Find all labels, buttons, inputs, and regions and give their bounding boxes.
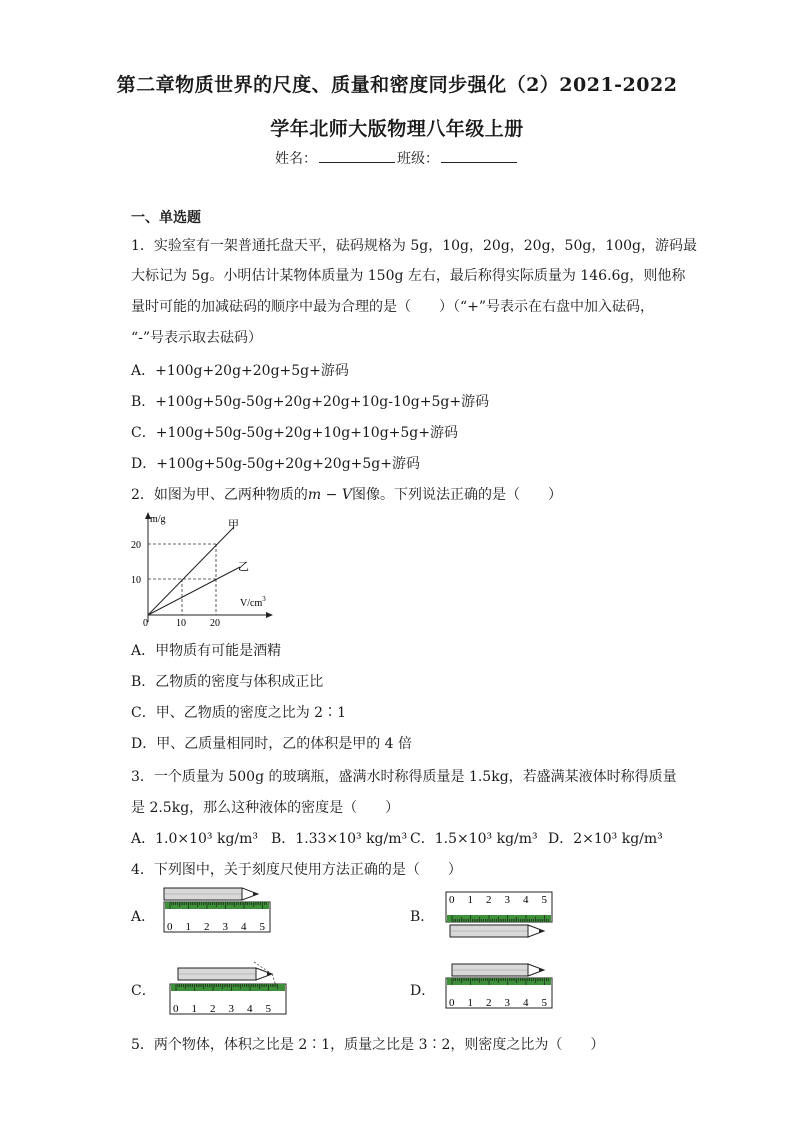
q1-stem-line4: “-”号表示取去砝码） [131, 330, 263, 346]
ruler-figure-a[interactable] [158, 884, 278, 936]
ruler-number: 4 [247, 1003, 253, 1015]
x-axis-label-text: V/cm [240, 598, 263, 609]
ruler-number: 2 [486, 894, 492, 906]
x-axis-label-sup: 3 [262, 595, 266, 603]
x-tick-0: 0 [143, 618, 148, 629]
q3-option-a[interactable]: A．1.0×10³ kg/m³ [131, 831, 259, 847]
q2-option-c[interactable]: C．甲、乙物质的密度之比为 2∶1 [131, 705, 346, 721]
x-axis-arrow [266, 612, 273, 618]
q4-stem: 4．下列图中，关于刻度尺使用方法正确的是（ ） [131, 862, 462, 878]
name-class-line [0, 148, 794, 168]
y-axis-label: m/g [150, 514, 166, 525]
x-axis-label [240, 595, 266, 609]
q2-option-d[interactable]: D．甲、乙质量相同时，乙的体积是甲的 4 倍 [131, 736, 413, 752]
q4-option-a[interactable]: A． [131, 909, 156, 925]
mv-graph [128, 510, 278, 630]
ruler-number: 2 [486, 997, 492, 1009]
ruler-figure-c[interactable] [164, 960, 294, 1018]
q3-option-c[interactable]: C．1.5×10³ kg/m³ [410, 831, 538, 847]
ruler-number: 5 [265, 1003, 271, 1015]
ruler-number: 3 [504, 997, 510, 1009]
ruler-number: 1 [467, 894, 473, 906]
q2-option-a[interactable]: A．甲物质有可能是酒精 [131, 643, 282, 659]
series-yi-line [148, 567, 240, 615]
title-line-2: 学年北师大版物理八年级上册 [270, 118, 524, 140]
q1-stem-line2: 大标记为 5g。小明估计某物体质量为 150g 左右，最后称得实际质量为 146.6g，则他称 [131, 268, 686, 284]
ruler-number: 5 [541, 894, 547, 906]
ruler-figure-b[interactable] [442, 890, 562, 942]
ruler-number: 1 [185, 921, 191, 933]
ruler-figure-d[interactable] [442, 960, 562, 1012]
q2-stem-pre: 2．如图为甲、乙两种物质的 [131, 487, 308, 503]
y-tick-20: 20 [131, 540, 141, 551]
ruler-number: 0 [173, 1003, 179, 1015]
ruler-number: 5 [541, 997, 547, 1009]
q2-stem-post: 图像。下列说法正确的是（ ） [351, 487, 562, 503]
q4-option-c[interactable]: C． [131, 983, 156, 999]
ruler-number: 4 [523, 997, 529, 1009]
q1-option-c[interactable]: C．+100g+50g-50g+20g+10g+10g+5g+游码 [131, 425, 458, 441]
class-label: 班级： [397, 151, 439, 167]
ruler-number: 0 [449, 894, 455, 906]
y-tick-10: 10 [131, 575, 141, 586]
ruler-number: 1 [467, 997, 473, 1009]
ruler-number: 5 [259, 921, 265, 933]
q3-option-b[interactable]: B．1.33×10³ kg/m³ [271, 831, 408, 847]
ruler-number: 4 [523, 894, 529, 906]
class-blank[interactable] [441, 150, 517, 163]
q3-stem-line2: 是 2.5kg，那么这种液体的密度是（ ） [131, 800, 400, 816]
q1-stem-line3: 量时可能的加减砝码的顺序中最为合理的是（ ）（“+”号表示在右盘中加入砝码， [131, 299, 655, 315]
q2-stem-math: m − V [307, 487, 352, 503]
q4-option-d[interactable]: D． [410, 983, 436, 999]
x-tick-20: 20 [210, 618, 220, 629]
q3-stem-line1: 3．一个质量为 500g 的玻璃瓶，盛满水时称得质量是 1.5kg，若盛满某液体时称得质量 [131, 769, 677, 785]
ruler-number: 3 [222, 921, 228, 933]
ruler-number: 0 [449, 997, 455, 1009]
q1-stem-line1: 1．实验室有一架普通托盘天平，砝码规格为 5g，10g，20g，20g，50g，100g，游码最 [131, 238, 698, 254]
ruler-number: 3 [228, 1003, 234, 1015]
q2-option-b[interactable]: B．乙物质的密度与体积成正比 [131, 674, 324, 690]
ruler-number: 2 [204, 921, 210, 933]
name-blank[interactable] [319, 150, 395, 163]
series-jia-line [148, 527, 234, 615]
ruler-number: 4 [241, 921, 247, 933]
name-label: 姓名： [275, 151, 317, 167]
q1-option-b[interactable]: B．+100g+50g-50g+20g+20g+10g-10g+5g+游码 [131, 394, 490, 410]
series-yi-label: 乙 [238, 561, 249, 573]
q3-option-d[interactable]: D．2×10³ kg/m³ [548, 831, 663, 847]
ruler-number: 1 [191, 1003, 197, 1015]
title-line-1: 第二章物质世界的尺度、质量和密度同步强化（2）2021-2022 [116, 74, 678, 96]
q1-option-a[interactable]: A．+100g+20g+20g+5g+游码 [131, 363, 349, 379]
q4-option-b[interactable]: B． [410, 909, 435, 925]
q2-stem [131, 484, 562, 504]
q1-option-d[interactable]: D．+100g+50g-50g+20g+20g+5g+游码 [131, 456, 420, 472]
ruler-number: 3 [504, 894, 510, 906]
section-heading: 一、单选题 [131, 210, 201, 226]
q5-stem: 5．两个物体，体积之比是 2∶1，质量之比是 3∶2，则密度之比为（ ） [131, 1037, 605, 1053]
x-tick-10: 10 [176, 618, 186, 629]
ruler-number: 2 [210, 1003, 216, 1015]
ruler-number: 0 [167, 921, 173, 933]
series-jia-label: 甲 [228, 519, 239, 531]
